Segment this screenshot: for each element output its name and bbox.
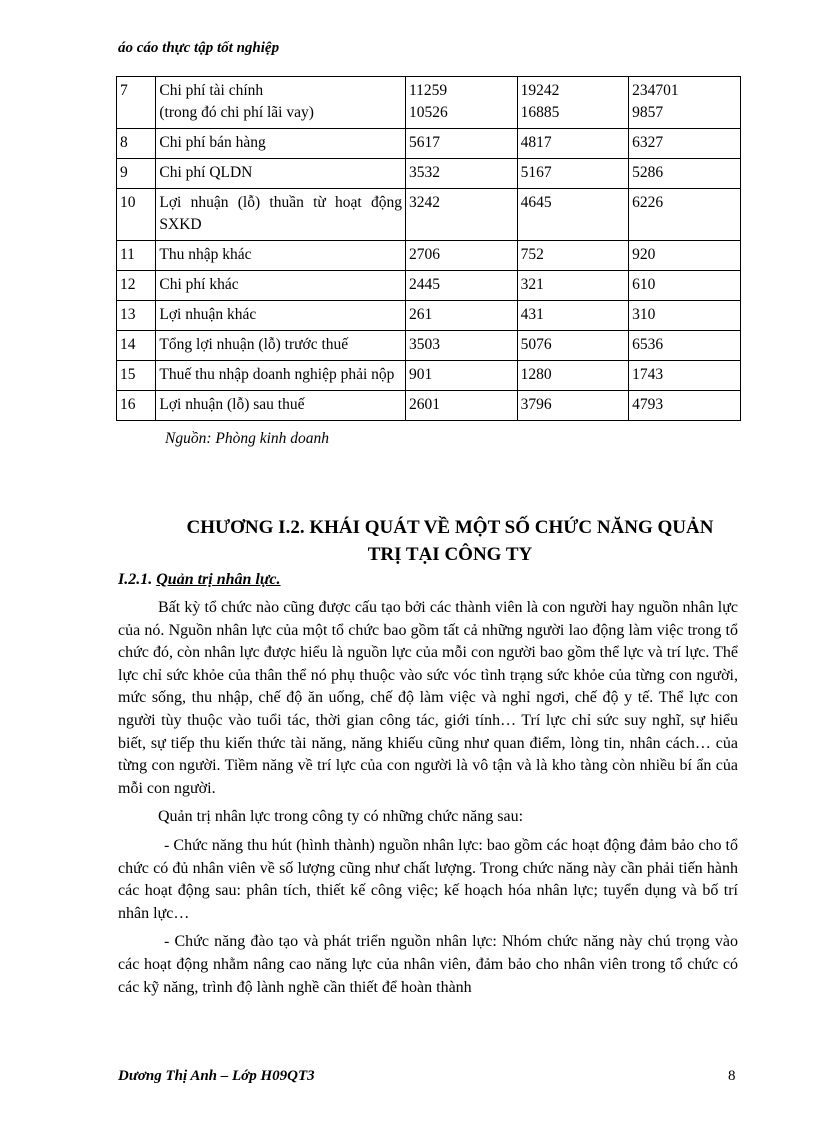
table-row — [117, 331, 741, 361]
value-cell-2 — [517, 159, 629, 189]
value-cell-1-text: 3242 — [409, 194, 440, 211]
value-cell-2 — [517, 361, 629, 391]
value-cell-2 — [517, 189, 629, 241]
row-number-cell — [117, 361, 156, 391]
value-cell-1 — [406, 361, 518, 391]
row-label-cell-text: Chi phí QLDN — [159, 164, 253, 181]
value-cell-1 — [406, 189, 518, 241]
paragraph-3: - Chức năng thu hút (hình thành) nguồn nhân lực: bao gồm các hoạt động đảm bảo cho tổ chức có đủ nhân viên về số lượng cũng như chất lượng. Trong chức năng này cần phải tiến hành các hoạt động sau: phân tích, thiết kế công việc; kế hoạch hóa nhân lực; tuyển dụng và bố trí nhân lực… — [118, 836, 738, 922]
value-cell-2-text: 16885 — [520, 104, 560, 121]
value-cell-2-text: 4817 — [520, 134, 552, 151]
value-cell-2 — [517, 301, 629, 331]
table-row — [117, 391, 741, 421]
value-cell-2-text: 431 — [520, 306, 544, 323]
row-number-cell — [117, 241, 156, 271]
value-cell-3 — [629, 77, 741, 129]
value-cell-3 — [629, 331, 741, 361]
value-cell-2 — [517, 241, 629, 271]
chapter-line-2: TRỊ TẠI CÔNG TY — [367, 544, 533, 565]
value-cell-2 — [517, 271, 629, 301]
table-row — [117, 301, 741, 331]
table-row — [117, 189, 741, 241]
page-header — [118, 40, 279, 57]
row-label-cell-text: Lợi nhuận (lỗ) sau thuế — [159, 396, 305, 413]
value-cell-3 — [629, 159, 741, 189]
financial-table — [116, 76, 741, 421]
value-cell-3 — [629, 271, 741, 301]
value-cell-2-text: 5167 — [520, 164, 552, 181]
value-cell-1 — [406, 241, 518, 271]
section-heading — [118, 571, 281, 589]
row-label-cell-text: Thu nhập khác — [159, 246, 252, 263]
row-number-cell — [117, 301, 156, 331]
row-number-cell-text: 8 — [120, 134, 128, 151]
value-cell-1 — [406, 77, 518, 129]
value-cell-1-text: 5617 — [409, 134, 440, 151]
value-cell-3 — [629, 189, 741, 241]
row-number-cell-text: 10 — [120, 194, 136, 211]
table-row — [117, 361, 741, 391]
value-cell-1-text: 261 — [409, 306, 433, 323]
row-number-cell-text: 13 — [120, 306, 136, 323]
section-title: Quản trị nhân lực. — [156, 571, 281, 588]
value-cell-2 — [517, 331, 629, 361]
row-number-cell — [117, 271, 156, 301]
row-number-cell-text: 15 — [120, 366, 136, 383]
value-cell-3 — [629, 241, 741, 271]
value-cell-3 — [629, 301, 741, 331]
row-label-cell-text: Chi phí tài chính — [159, 82, 264, 99]
row-label-cell — [156, 129, 406, 159]
value-cell-2 — [517, 129, 629, 159]
page-number: 8 — [728, 1068, 736, 1084]
row-label-cell — [156, 241, 406, 271]
row-label-cell-text: Thuế thu nhập doanh nghiệp phải nộp — [159, 366, 395, 383]
value-cell-3-text: 610 — [632, 276, 656, 293]
value-cell-1-text: 10526 — [409, 104, 448, 121]
row-number-cell — [117, 189, 156, 241]
value-cell-2-text: 5076 — [520, 336, 552, 353]
table-row — [117, 159, 741, 189]
table-row — [117, 241, 741, 271]
paragraph-1: Bất kỳ tổ chức nào cũng được cấu tạo bởi các thành viên là con người hay nguồn nhân lực của nó. Nguồn nhân lực của một tổ chức bao gồm tất cả những người lao động làm việc trong tổ chức đó, còn nhân lực được hiểu là nguồn lực của mỗi con người bao gồm thể lực và trí lực. Thể lực chỉ sức khỏe của thân thể nó phụ thuộc vào sức vóc tình trạng sức khỏe của từng con người, mức sống, thu nhập, chế độ ăn uống, chế độ làm việc và nghỉ ngơi, chế độ y tế. Thể lực con người tùy thuộc vào tuổi tác, thời gian công tác, giới tính… Trí lực chỉ sức suy nghĩ, sự hiểu biết, sự tiếp thu kiến thức tài năng, năng khiếu cũng như quan điểm, lòng tin, nhân cách… của từng con người. Tiềm năng về trí lực của con người là vô tận và là kho tàng còn nhiều bí ẩn của mỗi con người. — [118, 599, 738, 797]
value-cell-2 — [517, 77, 629, 129]
row-label-cell-text: Tổng lợi nhuận (lỗ) trước thuế — [159, 336, 349, 353]
row-number-cell-text: 12 — [120, 276, 136, 293]
row-label-cell — [156, 159, 406, 189]
value-cell-1-text: 3532 — [409, 164, 440, 181]
value-cell-1 — [406, 129, 518, 159]
row-number-cell-text: 7 — [120, 82, 128, 99]
value-cell-3 — [629, 391, 741, 421]
value-cell-1 — [406, 301, 518, 331]
value-cell-2-text: 1280 — [520, 366, 552, 383]
row-number-cell-text: 16 — [120, 396, 136, 413]
value-cell-3-text: 4793 — [632, 396, 664, 413]
value-cell-3-text: 6536 — [632, 336, 664, 353]
section-number: I.2.1. — [118, 571, 153, 588]
row-number-cell-text: 14 — [120, 336, 136, 353]
value-cell-1-text: 901 — [409, 366, 433, 383]
row-label-cell-text: Lợi nhuận khác — [159, 306, 257, 323]
table-body — [117, 77, 741, 421]
value-cell-2-text: 19242 — [520, 82, 560, 99]
value-cell-1-text: 3503 — [409, 336, 440, 353]
table-row — [117, 129, 741, 159]
row-number-cell — [117, 129, 156, 159]
footer-author: Dương Thị Anh – Lớp H09QT3 — [118, 1068, 315, 1084]
table-row — [117, 271, 741, 301]
value-cell-2 — [517, 391, 629, 421]
body-text — [118, 597, 738, 1005]
row-label-cell — [156, 271, 406, 301]
value-cell-3-text: 1743 — [632, 366, 664, 383]
value-cell-1-text: 2601 — [409, 396, 440, 413]
chapter-heading — [150, 514, 750, 568]
value-cell-1-text: 11259 — [409, 82, 448, 99]
row-label-cell — [156, 331, 406, 361]
value-cell-3-text: 6327 — [632, 134, 664, 151]
value-cell-3 — [629, 129, 741, 159]
value-cell-3-text: 310 — [632, 306, 656, 323]
value-cell-2-text: 321 — [520, 276, 544, 293]
paragraph-2: Quản trị nhân lực trong công ty có những chức năng sau: — [158, 808, 524, 826]
row-number-cell-text: 11 — [120, 246, 135, 263]
value-cell-1 — [406, 331, 518, 361]
table-row — [117, 77, 741, 129]
value-cell-1 — [406, 271, 518, 301]
row-number-cell — [117, 159, 156, 189]
value-cell-3-text: 234701 — [632, 82, 679, 99]
paragraph-4: - Chức năng đào tạo và phát triển nguồn nhân lực: Nhóm chức năng này chú trọng vào các hoạt động nhằm nâng cao năng lực của nhân viên, đảm bảo cho nhân viên trong tổ chức có các kỹ năng, trình độ lành nghề cần thiết để hoàn thành — [118, 933, 738, 996]
row-label-cell — [156, 189, 406, 241]
value-cell-1 — [406, 159, 518, 189]
header-title: áo cáo thực tập tốt nghiệp — [118, 40, 280, 56]
row-label-cell-text: Chi phí khác — [159, 276, 239, 293]
row-number-cell — [117, 391, 156, 421]
value-cell-2-text: 4645 — [520, 194, 552, 211]
row-label-cell-text: Chi phí bán hàng — [159, 134, 266, 151]
value-cell-3-text: 9857 — [632, 104, 664, 121]
value-cell-3 — [629, 361, 741, 391]
row-number-cell — [117, 331, 156, 361]
value-cell-1-text: 2445 — [409, 276, 440, 293]
value-cell-2-text: 752 — [520, 246, 544, 263]
value-cell-1 — [406, 391, 518, 421]
row-label-cell — [156, 391, 406, 421]
value-cell-1-text: 2706 — [409, 246, 440, 263]
value-cell-3-text: 5286 — [632, 164, 664, 181]
value-cell-3-text: 920 — [632, 246, 656, 263]
row-label-cell-text: (trong đó chi phí lãi vay) — [159, 104, 314, 121]
row-number-cell-text: 9 — [120, 164, 128, 181]
row-number-cell — [117, 77, 156, 129]
row-label-cell — [156, 77, 406, 129]
row-label-cell — [156, 361, 406, 391]
table-source: Nguồn: Phòng kinh doanh — [165, 430, 330, 447]
value-cell-2-text: 3796 — [520, 396, 552, 413]
row-label-cell-text: Lợi nhuận (lỗ) thuần từ hoạt động SXKD — [159, 194, 402, 233]
row-label-cell — [156, 301, 406, 331]
chapter-line-1: CHƯƠNG I.2. KHÁI QUÁT VỀ MỘT SỐ CHỨC NĂNG QUẢN — [186, 517, 714, 538]
value-cell-3-text: 6226 — [632, 194, 664, 211]
